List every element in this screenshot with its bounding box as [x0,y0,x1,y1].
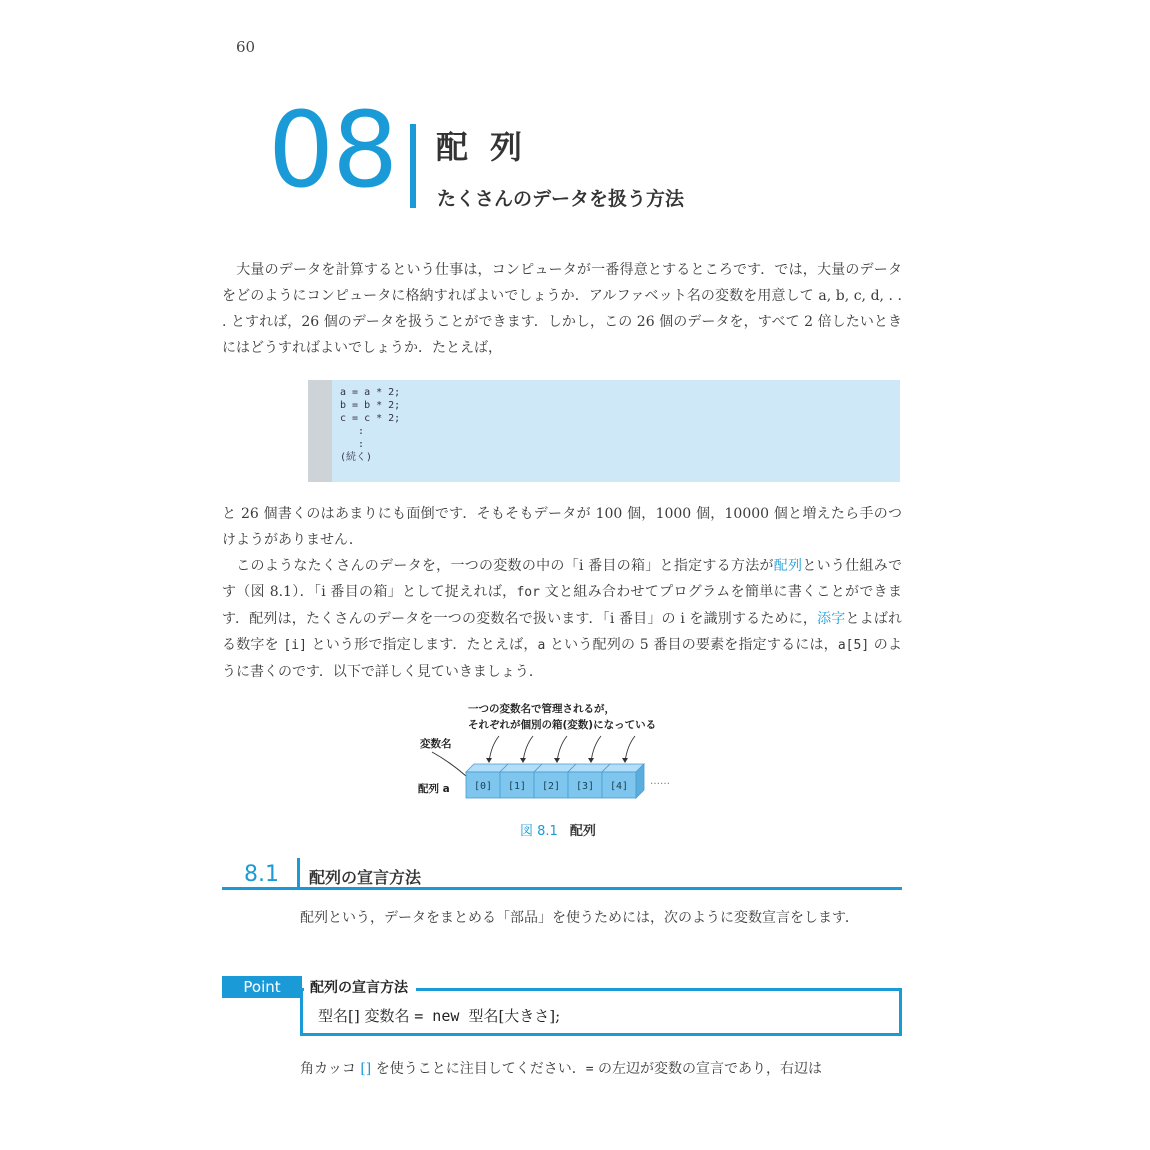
text-span: という仕組みです（図 8.1）．「i 番目の箱」として捉えれば， [222,558,902,600]
code-line: c = c * 2; [340,413,401,424]
array-cells [466,736,644,798]
code-text: new [423,1007,469,1025]
code-a: a [537,638,546,653]
figure-number: 図 8.1 [520,824,558,839]
annotation-line-1: 一つの変数名で管理されるが， [468,703,615,715]
array-ellipsis: …… [650,776,670,787]
body-paragraph-2: と 26 個書くのはあまりにも面倒です．そもそもデータが 100 個，1000 個，10000 個と増えたら手のつけようがありません． [222,506,902,548]
array-cell-index: [4] [609,781,629,792]
footer-paragraph [300,1056,902,1083]
text-span: の左辺が変数の宣言であり，右辺は [593,1061,822,1077]
point-title: 配列の宣言方法 [304,977,416,997]
annotation-arrowhead [486,758,492,763]
text-span: このようなたくさんのデータを，一つの変数の中の「i 番目の箱」と指定する方法が [222,558,774,574]
annotation-arrowhead [588,758,594,763]
body-paragraph-3 [222,553,902,685]
chapter-divider [410,124,416,208]
array-cell-index: [1] [507,781,527,792]
section-divider [297,858,300,888]
code-line: (続く) [340,452,373,463]
array-cell-index: [3] [575,781,595,792]
intro-paragraph: 大量のデータを計算するという仕事は，コンピュータが一番得意とするところです．では，大量のデータをどのようにコンピュータに格納すればよいでしょうか．アルファベット名の変数を用意して a, b, c, d, . . . とすれば，26 個のデータを扱うことができます．しかし，この 26 個のデータを，すべて 2 倍したいときにはどうすればよいでしょうか．たとえば， [222,262,902,356]
figure-caption [520,820,596,839]
bracket-symbol: [] [360,1061,372,1077]
section-title: 配列の宣言方法 [309,868,422,887]
code-text: 型名[] 変数名 [318,1007,415,1025]
text-span: とよばれる数字を [222,611,902,653]
section-number: 8.1 [244,862,279,887]
page-number: 60 [236,38,256,56]
code-text: = [414,1007,424,1025]
text-span: 角カッコ [300,1061,361,1077]
code-example-box [308,380,900,482]
text-span: のように書くのです．以下で詳しく見ていきましょう． [222,637,902,680]
chapter-subtitle: たくさんのデータを扱う方法 [437,188,685,210]
section-rule [222,887,902,890]
code-line: : [340,439,365,450]
text-span: 文と組み合わせてプログラムを簡単に書くことができます．配列は，たくさんのデータを一つの変数名で扱います．「i 番目」の i を識別するために， [222,584,902,627]
varname-pointer-arrow [432,752,466,776]
point-code [318,1005,560,1026]
annotation-arrowhead [554,758,560,763]
array-cell-index: [0] [473,781,493,792]
code-index: [i] [283,638,307,653]
label-varname: 変数名 [420,738,452,750]
annotation-arrowhead [520,758,526,763]
point-badge: Point [222,976,302,998]
term-index: 添字 [817,611,846,627]
chapter-number: 08 [268,89,397,211]
chapter-title: 配列 [436,128,545,166]
figure-caption-text: 配列 [569,824,596,839]
text-span: を使うことに注目してください． [371,1061,586,1077]
code-eq: = [585,1062,594,1077]
label-array: 配列 a [418,783,450,795]
section-paragraph: 配列という，データをまとめる「部品」を使うためには，次のように変数宣言をします． [300,910,859,926]
term-array: 配列 [773,558,803,574]
annotation-line-2: それぞれが個別の箱(変数)になっている [468,719,657,731]
code-a5: a[5] [837,638,870,653]
annotation-arrowhead [622,758,628,763]
array-cell-index: [2] [541,781,561,792]
code-for: for [516,585,540,600]
code-line: : [340,426,365,437]
code-example-lines [340,386,400,464]
code-line: b = b * 2; [340,400,401,411]
text-span: という形で指定します．たとえば， [306,637,538,653]
text-span: という配列の 5 番目の要素を指定するには， [545,637,838,653]
code-line: a = a * 2; [340,387,401,398]
code-text: 型名[大きさ]; [468,1007,561,1025]
